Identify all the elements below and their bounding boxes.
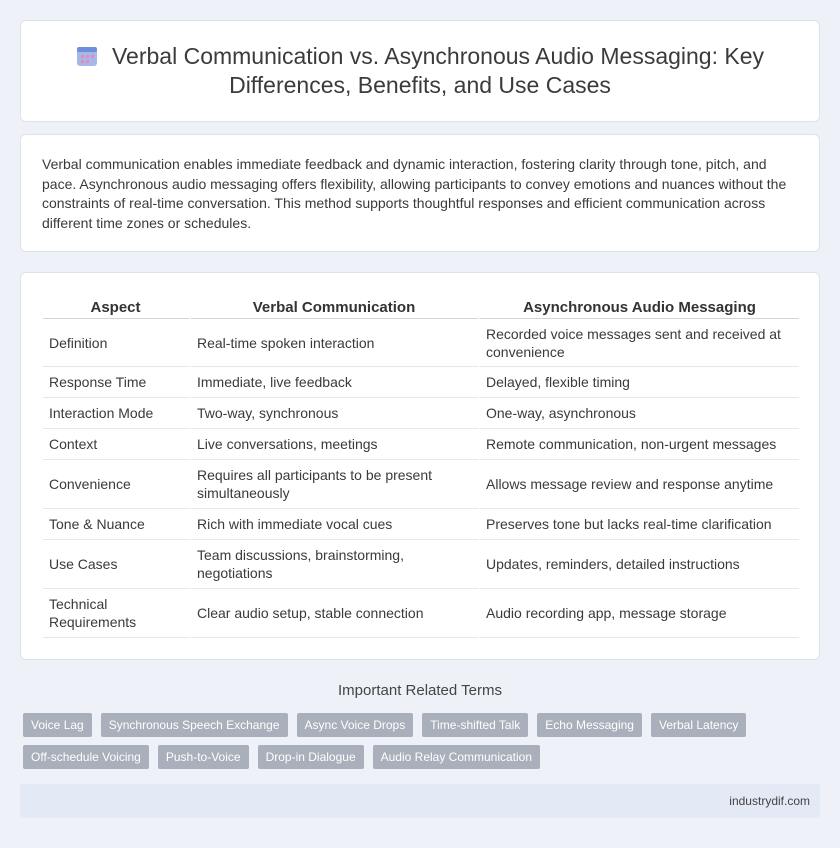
cell-verbal: Requires all participants to be present simultaneously — [191, 460, 480, 509]
intro-paragraph: Verbal communication enables immediate feedback and dynamic interaction, fostering clarity through tone, pitch, and pace. Asynchronous audio messaging offers flexibility, allowing participants to convey emotions and nuances without the constraints of real-time conversation. This method supports thoughtful responses and efficient communication across different time zones or schedules. — [42, 156, 787, 231]
cell-aspect: Interaction Mode — [43, 398, 191, 429]
cell-verbal: Real-time spoken interaction — [191, 319, 480, 367]
comparison-card — [20, 272, 820, 660]
cell-async: Updates, reminders, detailed instructions — [480, 540, 799, 589]
table-row — [43, 398, 799, 429]
tag[interactable]: Voice Lag — [23, 713, 92, 737]
tag[interactable]: Echo Messaging — [537, 713, 642, 737]
footer — [20, 784, 820, 818]
table-row — [43, 319, 799, 367]
tag[interactable]: Time-shifted Talk — [422, 713, 528, 737]
related-terms-list — [23, 713, 743, 777]
cell-async: Audio recording app, message storage — [480, 589, 799, 638]
cell-verbal: Rich with immediate vocal cues — [191, 509, 480, 540]
tag[interactable]: Synchronous Speech Exchange — [101, 713, 288, 737]
header-card — [20, 20, 820, 122]
page-title — [21, 42, 819, 100]
cell-async: One-way, asynchronous — [480, 398, 799, 429]
table-header-row — [43, 297, 799, 319]
header-async: Asynchronous Audio Messaging — [480, 297, 799, 319]
footer-site-link[interactable]: industrydif.com — [729, 794, 810, 808]
tag[interactable]: Async Voice Drops — [297, 713, 414, 737]
table-row — [43, 509, 799, 540]
comparison-table — [43, 297, 799, 638]
cell-verbal: Two-way, synchronous — [191, 398, 480, 429]
cell-aspect: Tone & Nuance — [43, 509, 191, 540]
tag[interactable]: Drop-in Dialogue — [258, 745, 364, 769]
page-title-text: Verbal Communication vs. Asynchronous Audio Messaging: Key Differences, Benefits, and Use Cases — [111, 43, 765, 98]
cell-aspect: Context — [43, 429, 191, 460]
tag[interactable]: Verbal Latency — [651, 713, 746, 737]
intro-card — [20, 134, 820, 252]
cell-verbal: Immediate, live feedback — [191, 367, 480, 398]
tag[interactable]: Push-to-Voice — [158, 745, 249, 769]
related-terms-title: Important Related Terms — [338, 682, 502, 699]
cell-aspect: Response Time — [43, 367, 191, 398]
cell-aspect: Use Cases — [43, 540, 191, 589]
table-row — [43, 460, 799, 509]
cell-async: Allows message review and response anytime — [480, 460, 799, 509]
cell-aspect: Convenience — [43, 460, 191, 509]
table-row — [43, 540, 799, 589]
cell-async: Recorded voice messages sent and received at convenience — [480, 319, 799, 367]
tag-row — [23, 745, 743, 769]
table-row — [43, 429, 799, 460]
tag[interactable]: Off-schedule Voicing — [23, 745, 149, 769]
tag-row — [23, 713, 743, 737]
cell-verbal: Clear audio setup, stable connection — [191, 589, 480, 638]
table-row — [43, 367, 799, 398]
calendar-icon — [76, 45, 98, 67]
cell-aspect: Definition — [43, 319, 191, 367]
cell-async: Preserves tone but lacks real-time clarification — [480, 509, 799, 540]
cell-verbal: Team discussions, brainstorming, negotiations — [191, 540, 480, 589]
tag[interactable]: Audio Relay Communication — [373, 745, 540, 769]
cell-aspect: Technical Requirements — [43, 589, 191, 638]
cell-async: Remote communication, non-urgent messages — [480, 429, 799, 460]
header-aspect: Aspect — [43, 297, 191, 319]
cell-async: Delayed, flexible timing — [480, 367, 799, 398]
header-verbal: Verbal Communication — [191, 297, 480, 319]
cell-verbal: Live conversations, meetings — [191, 429, 480, 460]
table-row — [43, 589, 799, 638]
